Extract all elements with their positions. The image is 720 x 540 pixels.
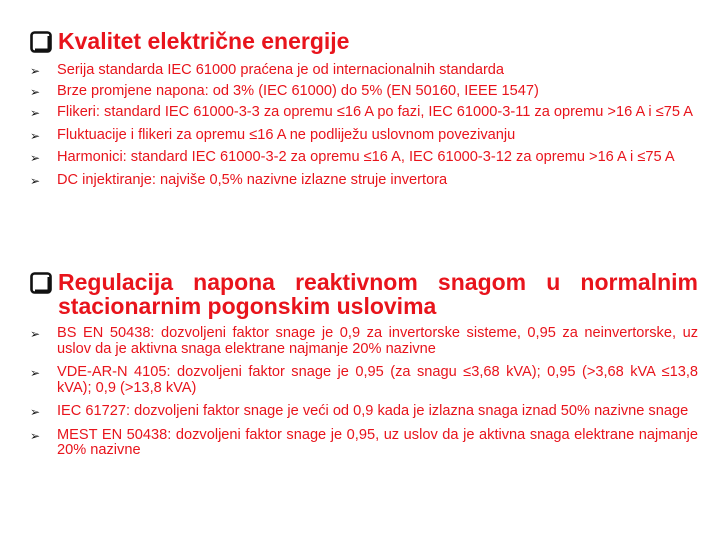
list-item: [30, 84, 698, 100]
list-item: [30, 128, 698, 144]
list-item: [30, 173, 698, 189]
list-item-text: Flikeri: standard IEC 61000-3-3 za opremu ≤16 A po fazi, IEC 61000-3-11 za opremu >16 A i ≤75 A: [57, 104, 693, 120]
arrowhead-bullet-icon: ➢: [30, 405, 41, 419]
arrowhead-bullet-icon: ➢: [30, 106, 41, 120]
list-item-text: Serija standarda IEC 61000 praćena je od internacionalnih standarda: [57, 62, 505, 78]
list-item: [30, 326, 698, 357]
arrowhead-bullet-icon: ➢: [30, 128, 41, 143]
list-item-text: BS EN 50438: dozvoljeni faktor snage je 0,9 za invertorske sisteme, 0,95 za neinvertorske, uz uslov da je aktivna snaga elektrane najmanje 20% nazivne: [57, 325, 698, 357]
arrowhead-bullet-icon: ➢: [30, 366, 41, 380]
section-heading: [30, 29, 698, 53]
arrowhead-bullet-icon: ➢: [30, 173, 41, 188]
section-power-quality: [30, 29, 698, 188]
list-item: [30, 428, 698, 459]
list-item-text: IEC 61727: dozvoljeni faktor snage je veći od 0,9 kada je izlazna snaga iznad 50% nazivne snage: [57, 403, 689, 419]
square-box-icon: [30, 272, 52, 294]
list-item: [30, 150, 698, 166]
list-item: [30, 365, 698, 396]
list-item-text: DC injektiranje: najviše 0,5% nazivne izlazne struje invertora: [57, 171, 448, 188]
section-title: Kvalitet električne energije: [58, 28, 350, 54]
section-heading: [30, 270, 698, 318]
list-item-text: Fluktuacije i flikeri za opremu ≤16 A ne podliježu uslovnom povezivanju: [57, 126, 516, 143]
list-item: [30, 105, 698, 121]
bullet-list: [30, 63, 698, 188]
arrowhead-bullet-icon: ➢: [30, 327, 41, 341]
arrowhead-bullet-icon: ➢: [30, 64, 41, 78]
list-item: [30, 404, 698, 420]
list-item-text: VDE-AR-N 4105: dozvoljeni faktor snage je 0,95 (za snagu ≤3,68 kVA); 0,95 (>3,68 kVA ≤13,8 kVA); 0,9 (>13,8 kVA): [57, 364, 698, 396]
list-item-text: Brze promjene napona: od 3% (IEC 61000) do 5% (EN 50160, IEEE 1547): [57, 82, 539, 99]
arrowhead-bullet-icon: ➢: [30, 84, 41, 99]
arrowhead-bullet-icon: ➢: [30, 428, 41, 443]
arrowhead-bullet-icon: ➢: [30, 151, 41, 165]
list-item-text: MEST EN 50438: dozvoljeni faktor snage je 0,95, uz uslov da je aktivna snaga elektrane najmanje 20% nazivne: [57, 426, 698, 458]
bullet-list: [30, 326, 698, 459]
square-box-icon: [30, 31, 52, 53]
section-voltage-regulation: [30, 270, 698, 459]
section-title: Regulacija napona reaktivnom snagom u normalnim stacionarnim pogonskim uslovima: [58, 269, 698, 319]
list-item: [30, 63, 698, 79]
list-item-text: Harmonici: standard IEC 61000-3-2 za opremu ≤16 A, IEC 61000-3-12 za opremu >16 A i ≤75 A: [57, 149, 675, 165]
